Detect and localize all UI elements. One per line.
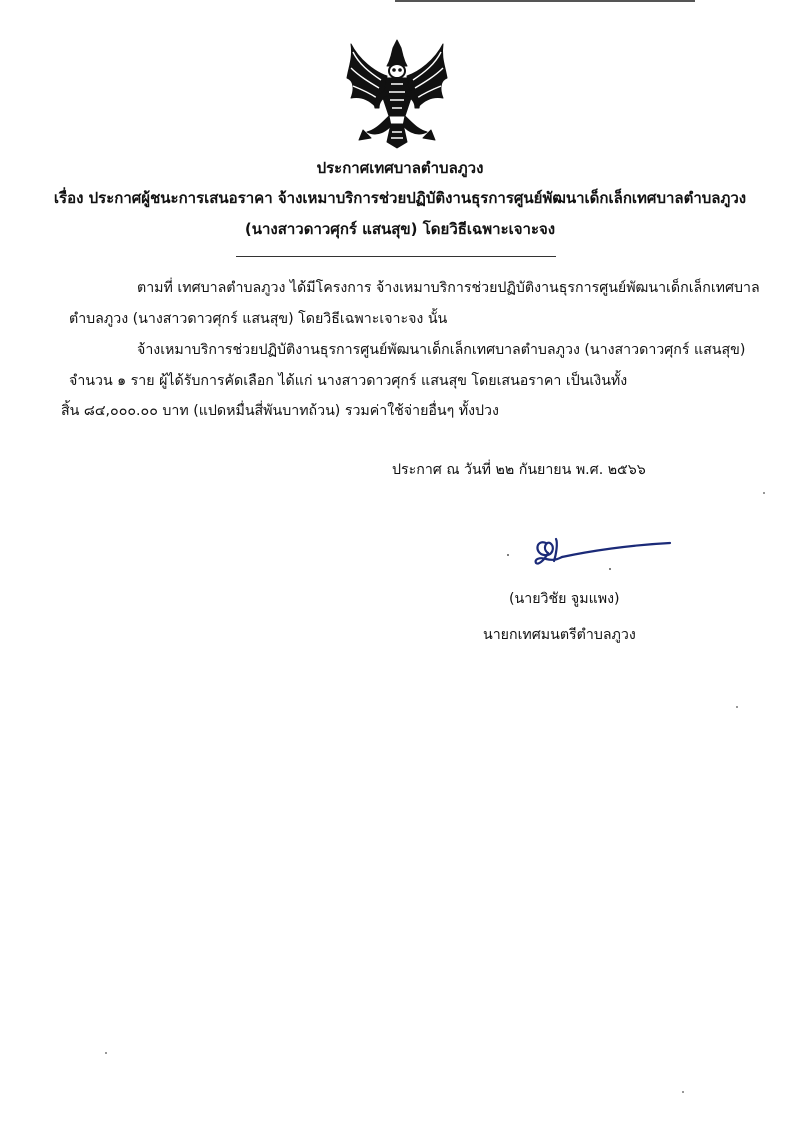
- title-divider: [236, 256, 556, 257]
- paragraph-1-line-2: ตำบลภูวง (นางสาวดาวศุกร์ แสนสุข) โดยวิธีเฉพาะเจาะจง นั้น: [69, 311, 448, 327]
- announcement-date: ประกาศ ณ วันที่ ๒๒ กันยายน พ.ศ. ๒๕๖๖: [392, 462, 646, 478]
- scan-speck: [682, 1091, 684, 1093]
- scan-speck: [105, 1052, 107, 1054]
- signatory-name: (นายวิชัย จูมแพง): [509, 591, 620, 607]
- paragraph-1-line-1: ตามที่ เทศบาลตำบลภูวง ได้มีโครงการ จ้างเหมาบริการช่วยปฏิบัติงานธุรการศูนย์พัฒนาเด็กเล็กเทศบาล: [137, 280, 760, 296]
- scan-speck: [763, 492, 765, 494]
- paragraph-2-line-2: จำนวน ๑ ราย ผู้ได้รับการคัดเลือก ได้แก่ นางสาวดาวศุกร์ แสนสุข โดยเสนอราคา เป็นเงินทั้ง: [69, 373, 628, 389]
- announcement-title: ประกาศเทศบาลตำบลภูวง: [316, 159, 484, 177]
- announcement-subject: เรื่อง ประกาศผู้ชนะการเสนอราคา จ้างเหมาบริการช่วยปฏิบัติงานธุรการศูนย์พัฒนาเด็กเล็กเทศบาลตำบลภูวง: [53, 189, 747, 207]
- paragraph-2-line-3: สิ้น ๘๔,๐๐๐.๐๐ บาท (แปดหมื่นสี่พันบาทถ้วน) รวมค่าใช้จ่ายอื่นๆ ทั้งปวง: [61, 403, 499, 419]
- paragraph-2-line-1: จ้างเหมาบริการช่วยปฏิบัติงานธุรการศูนย์พัฒนาเด็กเล็กเทศบาลตำบลภูวง (นางสาวดาวศุกร์ แสนสุข): [137, 342, 746, 358]
- garuda-emblem-icon: [345, 38, 449, 150]
- handwritten-signature: [500, 533, 675, 573]
- signatory-position: นายกเทศมนตรีตำบลภูวง: [483, 627, 636, 643]
- announcement-subject-continued: (นางสาวดาวศุกร์ แสนสุข) โดยวิธีเฉพาะเจาะจง: [244, 220, 556, 238]
- scan-speck: [736, 706, 738, 708]
- scan-edge: [395, 0, 695, 2]
